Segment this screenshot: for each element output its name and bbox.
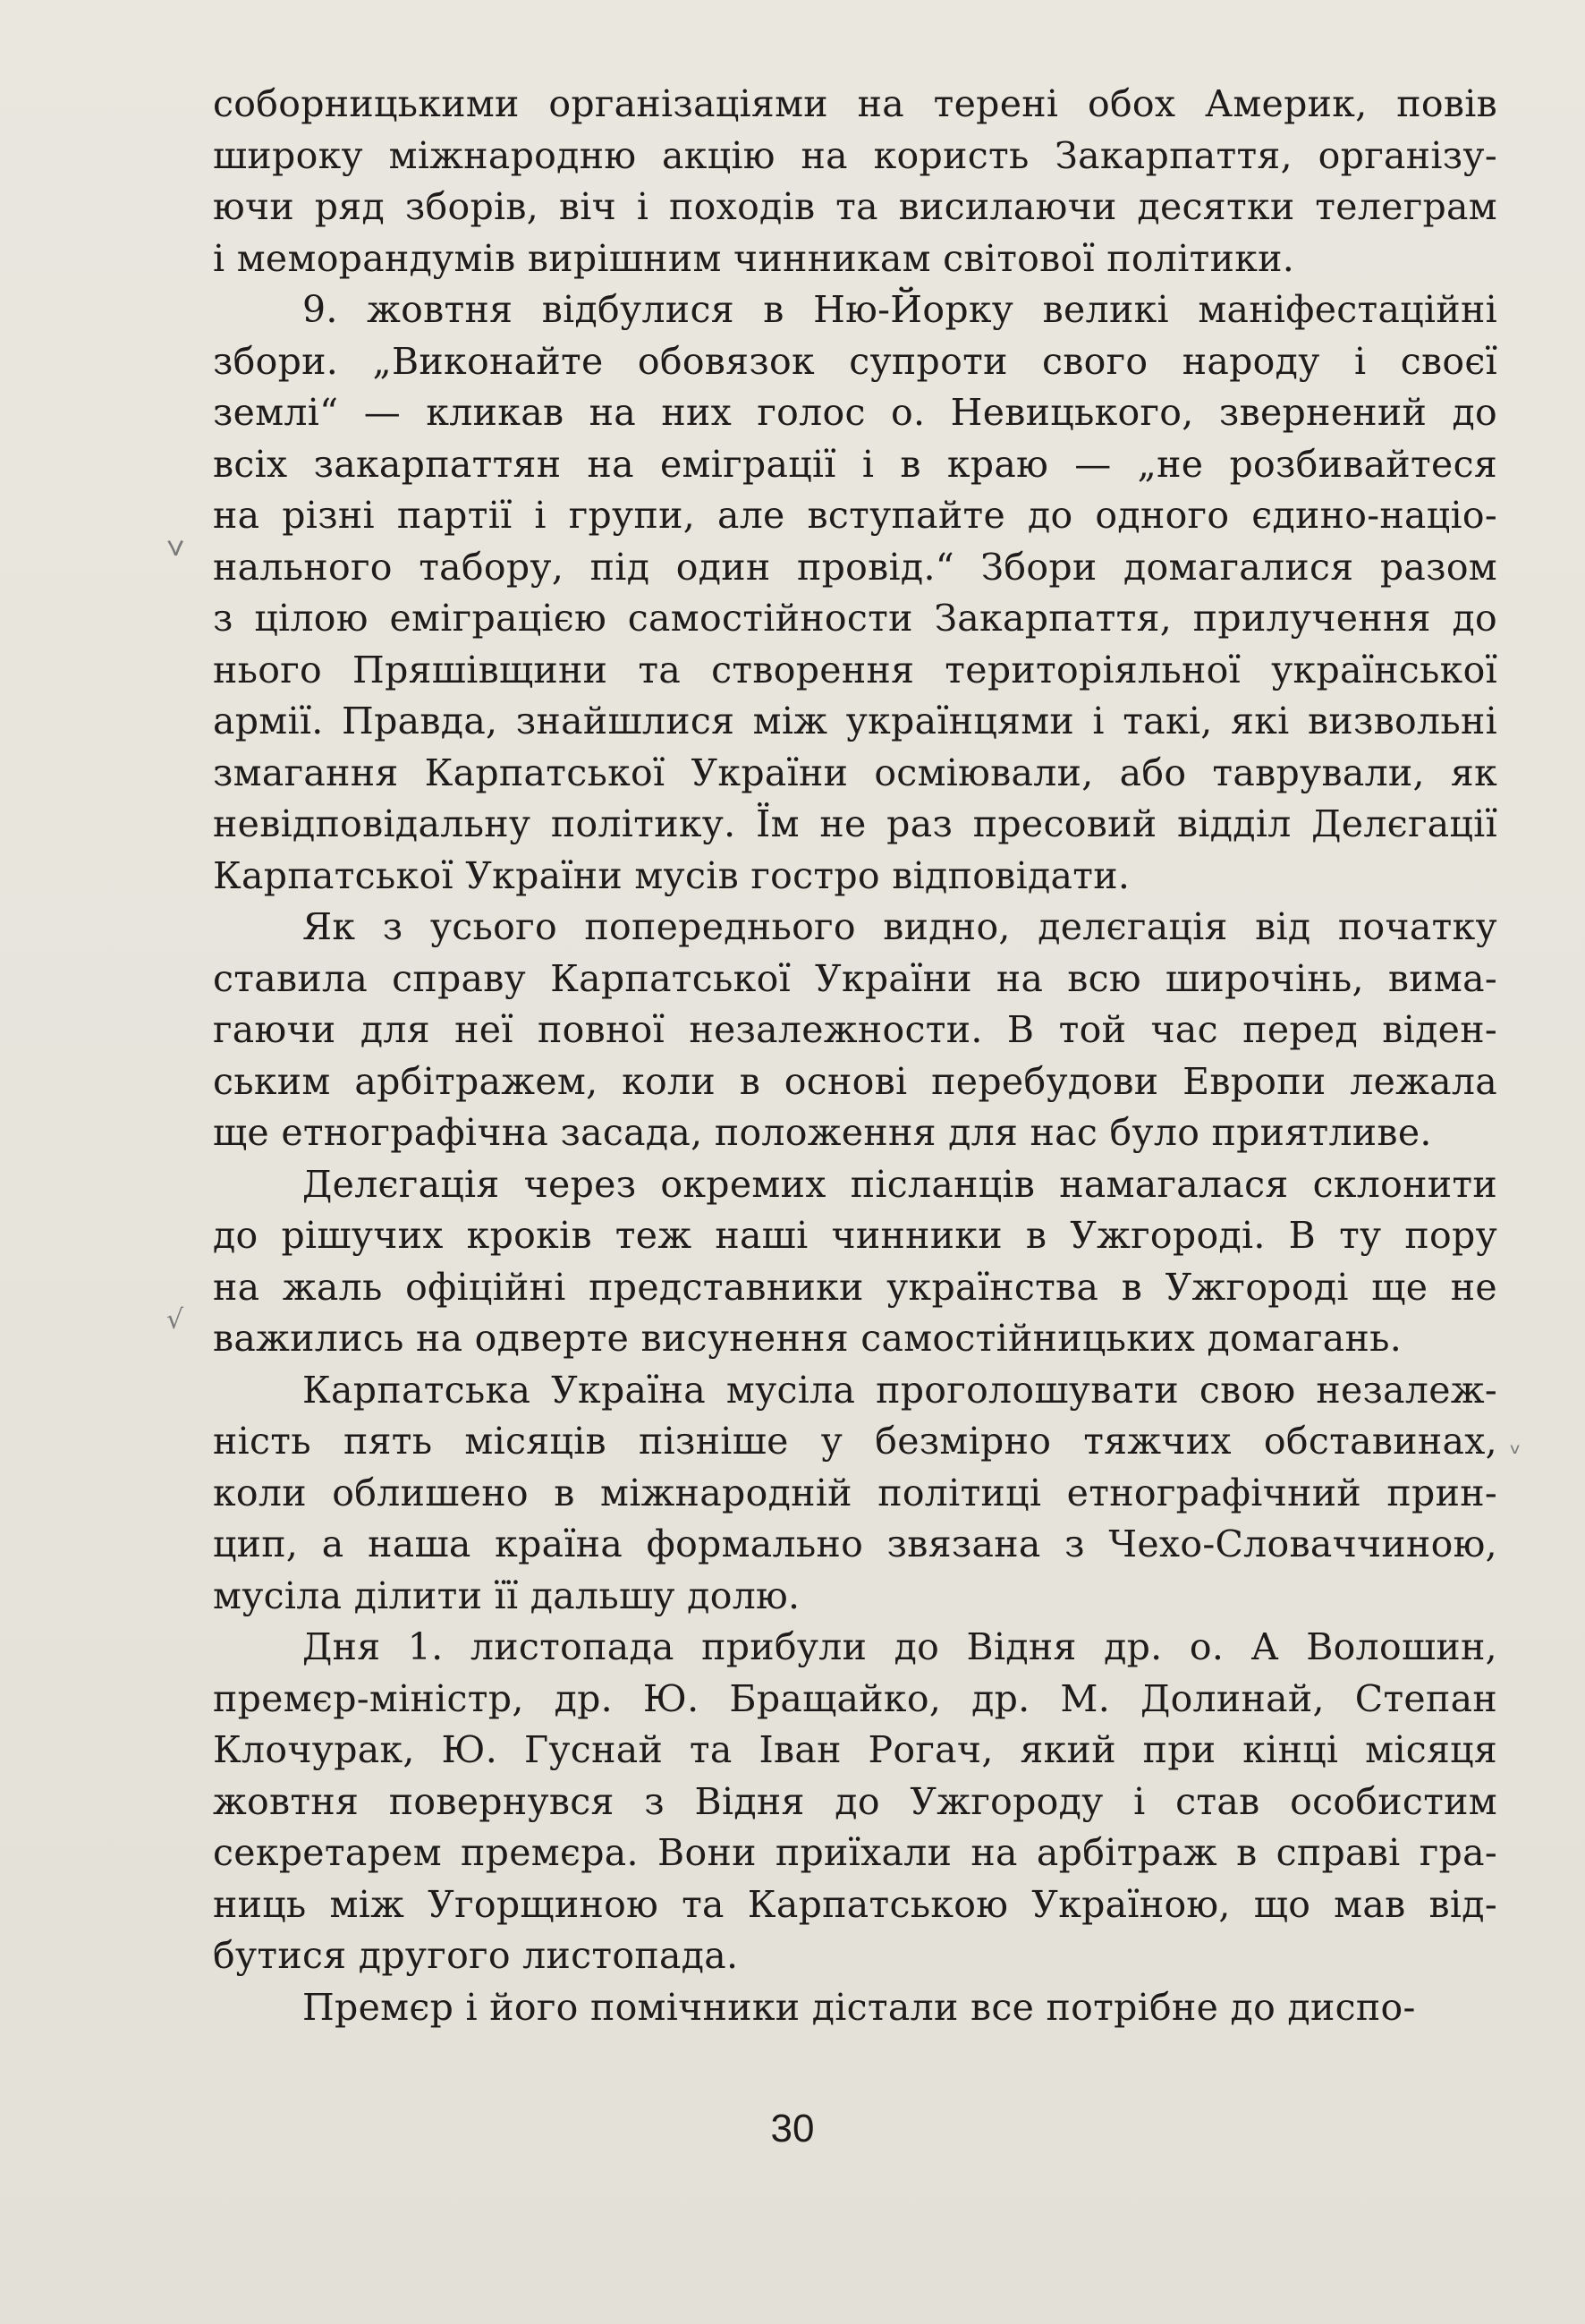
text-line: цип, а наша країна формально звязана з Чехо-Словаччиною, <box>213 1522 1497 1565</box>
paragraph <box>213 1982 1497 2034</box>
text-line: Дня 1. листопада прибули до Відня др. о. А Волошин, <box>302 1625 1497 1668</box>
text-line: ниць між Угорщиною та Карпатською Україною, що мав від- <box>213 1882 1497 1926</box>
text-line: невідповідальну політику. Їм не раз пресовий відділ Делєгації <box>213 802 1497 845</box>
text-line: ставила справу Карпатської України на всю широчінь, вима- <box>213 956 1497 1000</box>
paragraph <box>213 1365 1497 1623</box>
text-line: премєр-міністр, др. Ю. Бращайко, др. М. Долинай, Степан <box>213 1676 1497 1720</box>
text-line: 9. жовтня відбулися в Ню-Йорку великі маніфестаційні <box>302 288 1497 331</box>
text-line: ще етнографічна засада, положення для нас було приятливе. <box>213 1111 1432 1154</box>
text-line: на жаль офіційні представники українства в Ужгороді ще не <box>213 1265 1497 1309</box>
text-line: ність пять місяців пізніше у безмірно тяжчих обставинах, <box>213 1420 1497 1463</box>
text-line: важились на одверте висунення самостійницьких домагань. <box>213 1317 1403 1360</box>
text-line: коли облишено в міжнародній політиці етнографічний прин- <box>213 1471 1497 1514</box>
text-line: збори. „Виконайте обовязок супроти свого народу і своєї <box>213 339 1497 383</box>
text-line: секретарем премєра. Вони приїхали на арбітраж в справі гра- <box>213 1831 1497 1874</box>
text-line: нього Пряшівщини та створення територіяльної української <box>213 648 1497 691</box>
text-line: мусіла ділити її дальшу долю. <box>213 1573 801 1617</box>
paragraph <box>213 1622 1497 1982</box>
text-line: з цілою еміграцією самостійности Закарпаття, прилучення до <box>213 597 1497 640</box>
paragraph <box>213 1159 1497 1365</box>
paragraph <box>213 902 1497 1159</box>
text-line: і меморандумів вирішним чинникам світової політики. <box>213 236 1295 280</box>
text-line: змагання Карпатської України осміювали, або таврували, як <box>213 751 1497 794</box>
pencil-check-mark-icon: ݍ <box>166 526 184 557</box>
text-line: нального табору, під один провід.“ Збори домагалися разом <box>213 545 1497 589</box>
text-line: всіх закарпаттян на еміграції і в краю — „не розбивайтеся <box>213 442 1497 486</box>
body-text <box>213 79 1497 2033</box>
text-line: соборницькими організаціями на терені обох Америк, повів <box>213 82 1497 125</box>
pencil-check-mark-icon: √ <box>166 1304 184 1336</box>
pencil-mark-icon: ᵥ <box>1510 1429 1521 1461</box>
text-line: Делєгація через окремих післанців намагалася склонити <box>302 1162 1497 1206</box>
text-line: до рішучих кроків теж наші чинники в Ужгороді. В ту пору <box>213 1214 1497 1257</box>
text-line: армії. Правда, знайшлися між українцями і такі, які визвольні <box>213 700 1497 742</box>
text-line: ським арбітражем, коли в основі перебудови Европи лежала <box>213 1059 1497 1103</box>
text-line: Як з усього попереднього видно, делєгація від початку <box>302 905 1497 948</box>
paragraph <box>213 79 1497 284</box>
text-line: широку міжнародню акцію на користь Закарпаття, організу- <box>213 133 1497 177</box>
text-line: Карпатська Україна мусіла проголошувати свою незалеж- <box>302 1368 1497 1412</box>
text-line: Клочурак, Ю. Гуснай та Іван Рогач, який при кінці місяця <box>213 1728 1497 1771</box>
text-line: Карпатської України мусів гостро відповідати. <box>213 853 1131 897</box>
text-line: на різні партії і групи, але вступайте до одного єдино-націо- <box>213 494 1497 537</box>
text-line: ючи ряд зборів, віч і походів та висилаючи десятки телеграм <box>213 185 1497 228</box>
text-line: жовтня повернувся з Відня до Ужгороду і став особистим <box>213 1779 1497 1823</box>
text-line: Премєр і його помічники дістали все потрібне до диспо- <box>302 1985 1416 2029</box>
paragraph <box>213 284 1497 902</box>
page-number: 30 <box>770 2107 815 2150</box>
text-line: землі“ — кликав на них голос о. Невицького, звернений до <box>213 391 1497 434</box>
text-line: бутися другого листопада. <box>213 1934 739 1977</box>
text-line: гаючи для неї повної незалежности. В той час перед віден- <box>213 1008 1497 1051</box>
